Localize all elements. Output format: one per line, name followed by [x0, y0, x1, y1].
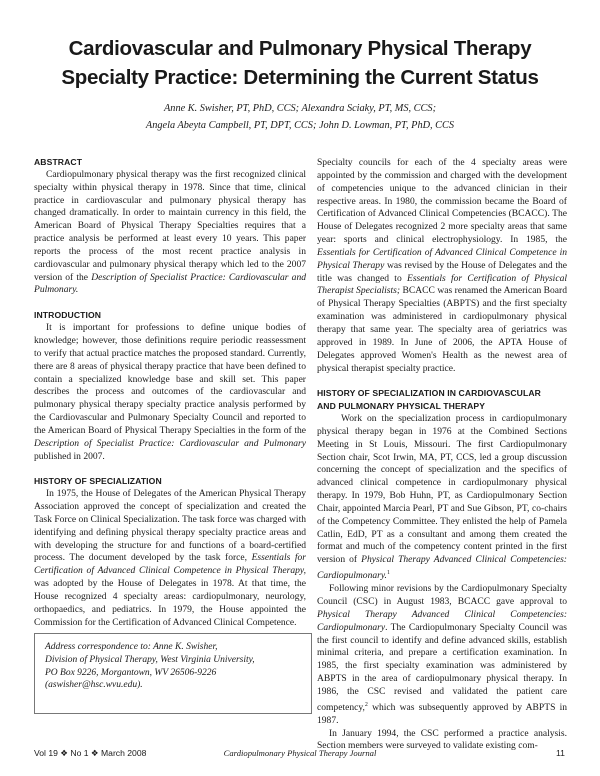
left-column: [34, 156, 306, 630]
authors-line-1: Anne K. Swisher, PT, PhD, CCS; Alexandra Sciaky, PT, MS, CCS;: [164, 103, 436, 114]
address-line-1: Address correspondence to: Anne K. Swisher,: [45, 642, 218, 652]
history-text-2: was adopted by the House of Delegates in 1978. At that time, the House recognized 4 specialty areas: cardiopulmonary, neurology, orthopaedics, and pediatrics. In 1979, the House appointed the Commission for the Certification of Advanced Clinical Competence.: [34, 578, 306, 628]
abstract-text: Cardiopulmonary physical therapy was the first recognized clinical specialty within physical therapy in 1978. Since that time, clinical practice in cardiovascular and pulmonary physical therapy has changed dramatically. In order to maintain currency in this field, the American Board of Physical Therapy Specialties requires that a practice analysis be performed at least every 10 years. This paper reports the process of the most recent practice analysis in cardiovascular and pulmonary physical therapy which led to the 2007 version of the: [34, 168, 306, 283]
p3-text: Following minor revisions by the Cardiopulmonary Specialty Council (CSC) in August 1983, BCACC gave approval to: [317, 583, 567, 608]
specialty-councils-paragraph: [317, 157, 567, 375]
address-line-2: Division of Physical Therapy, West Virginia University,: [45, 654, 255, 665]
cardio-history-heading-line-1: HISTORY OF SPECIALIZATION IN CARDIOVASCULAR: [317, 388, 541, 399]
history-paragraph: [34, 488, 306, 629]
introduction-paragraph: [34, 322, 306, 463]
title-line-1: Cardiovascular and Pulmonary Physical Therapy: [68, 37, 532, 60]
authors-line-2: Angela Abeyta Campbell, PT, DPT, CCS; John D. Lowman, PT, PhD, CCS: [145, 120, 455, 131]
p1-italic-1: Essentials for Certification of Advanced Clinical Competence in Physical Therapy: [317, 246, 567, 271]
p2-text: Work on the specialization process in cardiopulmonary physical therapy began in 1976 at the Combined Sections Meeting in St Louis, Missouri. The first Cardiopulmonary Section chair, Scot Irwin, MA, PT, CCS, led a group discussion concerning the concept of specialization and the specifics of advanced clinical competence in cardiopulmonary physical therapy. In 1979, Bob Huhn, PT, as Cardiopulmonary Section Chair, appointed Marcia Pearl, PT and Sue Gibson, PT, co-chairs of the Competency Committee. They enlisted the help of Pamela Catlin, EdD, PT as a consultant and among them created the format and much of the competency content printed in the first version of: [317, 413, 567, 566]
author-list: [0, 100, 600, 134]
p2-sup: 1: [386, 570, 390, 577]
cardio-history-paragraph: [317, 413, 567, 583]
volume-issue: Vol 19 ❖ No 1 ❖ March 2008: [34, 748, 147, 758]
p1-text-3: BCACC was renamed the American Board of Physical Therapy Specialties (ABPTS) and the first specialty examination was administered in cardiopulmonary physical therapy that same year. The specialty area of geriatrics was approved in 1989. In June of 2006, the APTA House of Delegates approved Women's Health as the newest area of physical therapist specialty practice.: [317, 285, 567, 374]
p3-sup: 2: [364, 701, 368, 708]
history-text-1: In 1975, the House of Delegates of the American Physical Therapy Association approved the concept of specialization and created the Task Force on Clinical Specialization. The task force was charged with identifying and defining physical therapy specialty practice areas and with developing the structure for and functions of a board-certified process. The document developed by the task force,: [34, 488, 306, 564]
revisions-paragraph: [317, 583, 567, 727]
abstract-paragraph: [34, 169, 306, 297]
history-heading: HISTORY OF SPECIALIZATION: [34, 476, 162, 487]
abstract-heading: ABSTRACT: [34, 157, 83, 167]
address-line-4: (aswisher@hsc.wvu.edu).: [45, 680, 143, 691]
journal-name: Cardiopulmonary Physical Therapy Journal: [223, 748, 377, 758]
p3-italic: Physical Therapy Advanced Clinical Competencies: Cardiopulmonary: [317, 608, 567, 633]
right-column: [317, 157, 567, 753]
p2-italic: Physical Therapy Advanced Clinical Competencies: Cardiopulmonary.: [317, 554, 567, 582]
abstract-italic: Description of Specialist Practice: Cardiovascular and Pulmonary.: [34, 271, 306, 296]
cardio-history-heading: [317, 387, 567, 413]
p1-text: Specialty councils for each of the 4 specialty areas were appointed by the commission and charged with the development of competencies unique to the advanced clinician in their respective areas. In 1980, the commission became the Board of Certification of Advanced Clinical Competencies (BCACC). The House of Delegates recognized 2 more specialty areas that same year: sports and clinical electrophysiology. In 1985, the: [317, 157, 567, 246]
article-title: [0, 34, 600, 92]
p1-italic-2: Essentials for Certification of Physical Therapist Specialists;: [317, 272, 567, 297]
p4-text: In January 1994, the CSC performed a practice analysis. Section members were surveyed to validate existing com-: [317, 727, 567, 752]
correspondence-box: [34, 633, 312, 714]
p3-text-3: which was subsequently approved by ABPTS in 1987.: [317, 701, 567, 726]
address-line-3: PO Box 9226, Morgantown, WV 26506-9226: [45, 667, 217, 678]
cardio-history-heading-line-2: AND PULMONARY PHYSICAL THERAPY: [317, 401, 486, 412]
introduction-text: It is important for professions to define unique bodies of knowledge; however, those definitions require periodic reassessment to verify that actual practice matches the proposed standard. Currently, there are 8 areas of physical therapy practice that have been defined to contain a specialized knowledge base and skill set. This paper describes the process and outcomes of the cardiovascular and pulmonary physical therapy specialty practice analysis performed by the Cardiovascular and Pulmonary Specialty Council and reported to the American Board of Physical Therapy Specialties in the form of the: [34, 322, 306, 436]
p3-text-2: . The Cardiopulmonary Specialty Council was the first council to identify and define advanced skills, establish minimal criteria, and prepare a certification examination. In 1985, the first specialty examination was administered by ABPTS in the area of cardiopulmonary physical therapy. In 1986, the CSC revised and validated the patient care competency,: [317, 621, 567, 713]
p1-text-2: was revised by the House of Delegates and the title was changed to: [317, 259, 567, 284]
page-number: 11: [556, 748, 565, 758]
introduction-heading: INTRODUCTION: [34, 310, 102, 321]
history-italic: Essentials for Certification of Advanced Clinical Competence in Physical Therapy,: [34, 552, 307, 577]
introduction-end: published in 2007.: [34, 450, 105, 462]
introduction-italic: Description of Specialist Practice: Cardiovascular and Pulmonary: [34, 437, 306, 449]
title-line-2: Specialty Practice: Determining the Current Status: [61, 66, 539, 89]
